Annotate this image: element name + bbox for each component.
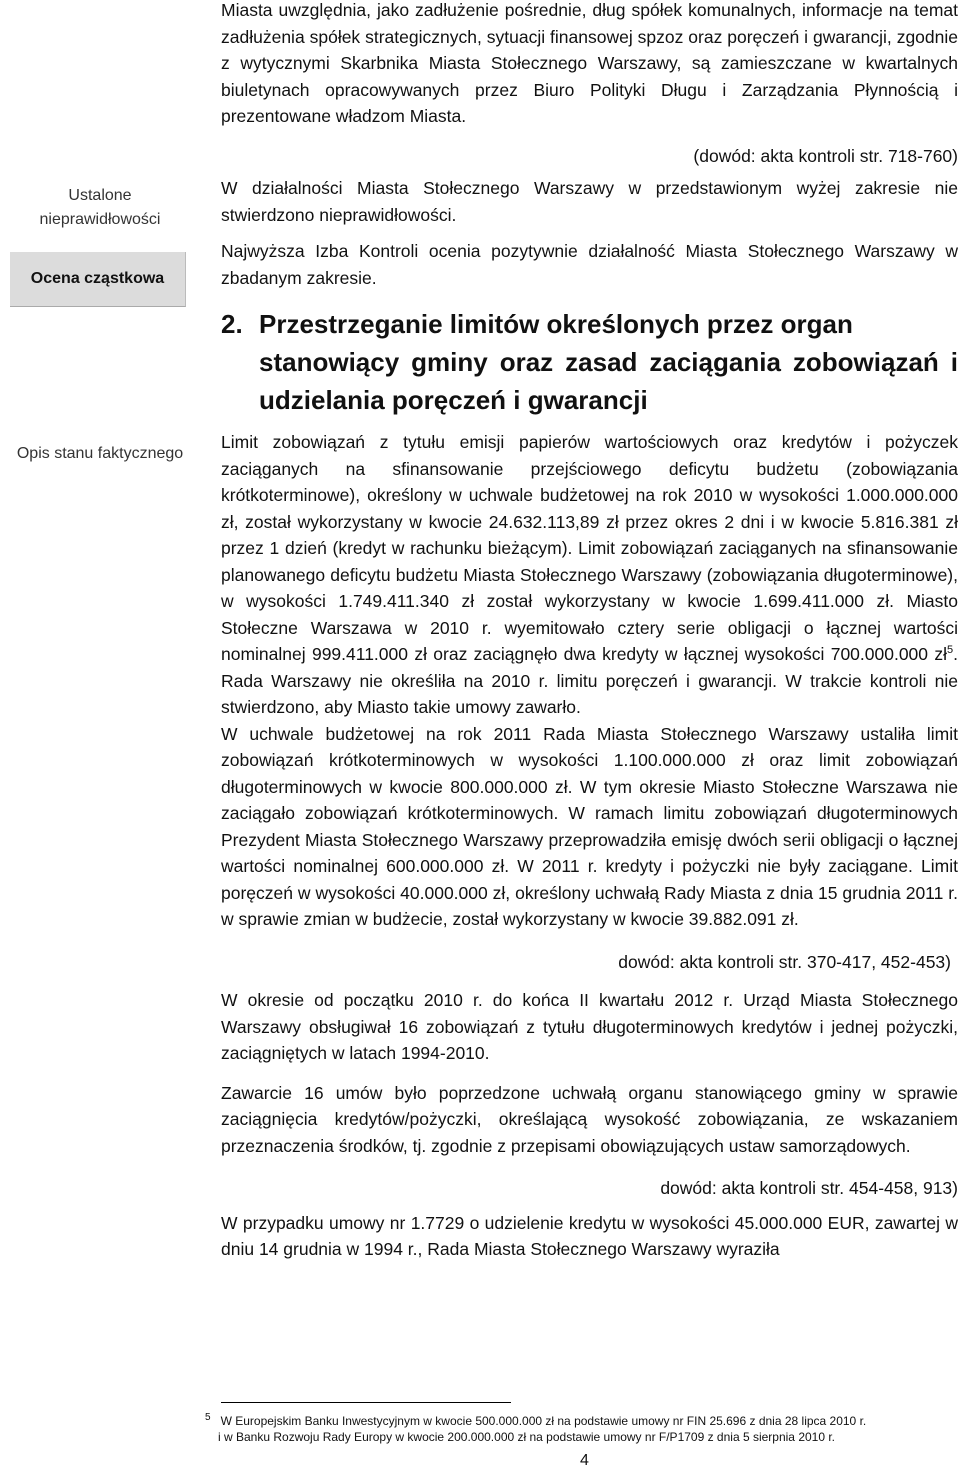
limits-2010-text: Limit zobowiązań z tytułu emisji papierów wartościowych oraz kredytów i pożyczek zaciąganych na sfinansowanie przejściowego deficytu budżetu (zobowiązania krótkoterminowe), określony w uchwale budżetowej na rok 2010 w wysokości 1.000.000.000 zł, został wykorzystany w kwocie 24.632.113,89 zł przez okres 2 dni i w kwocie 5.816.381 zł przez 1 dzień (kredyt w rachunku bieżącym). Limit zobowiązań zaciąganych na sfinansowanie planowanego deficytu budżetu Miasta Stołecznego Warszawy (zobowiązania długoterminowe), w wysokości 1.749.411.340 zł został wykorzystany w kwocie 1.699.411.000 zł. Miasto Stołeczne Warszawa w 2010 r. wyemitowało cztery serie obligacji o łącznej wartości nominalnej 999.411.000 zł oraz zaciągnęło dwa kredyty w łącznej wysokości 700.000.000 zł <box>221 432 958 664</box>
paragraph-contracts: Zawarcie 16 umów było poprzedzone uchwałą organu stanowiącego gminy w sprawie zaciągnięcia kredytów/pożyczki, określającą wysokość zobowiązania, ze wskazaniem przeznaczenia środków, tj. zgodnie z przepisami obowiązujących ustaw samorządowych. <box>221 1082 958 1156</box>
section-title-rest: stanowiący gminy oraz zasad zaciągania zobowiązań i udzielania poręczeń i gwarancji <box>259 347 958 415</box>
paragraph-loan-1994: W przypadku umowy nr 1.7729 o udzielenie kredytu w wysokości 45.000.000 EUR, zawartej w dniu 14 grudnia w 1994 r., Rada Miasta Stołecznego Warszawy wyraziła <box>221 1212 958 1259</box>
paragraph-limits-2010 <box>221 429 958 721</box>
left-margin-sidebar <box>0 0 205 1478</box>
evidence-note-2: dowód: akta kontroli str. 370-417, 452-453) <box>618 951 951 972</box>
section-heading <box>221 305 958 419</box>
section-title-line1: Przestrzeganie limitów określonych przez organ <box>259 309 853 339</box>
footnote-separator <box>221 1402 511 1403</box>
footnote <box>205 1413 960 1445</box>
label-ustalone-nieprawidlowosci: Ustalone nieprawidłowości <box>39 187 161 228</box>
main-text-column <box>221 0 958 1263</box>
page-number: 4 <box>580 1452 589 1469</box>
footnote-line-1 <box>205 1413 960 1429</box>
footnote-reference: 5 <box>947 644 954 657</box>
label-ocena-czastkowa <box>10 252 186 307</box>
footnote-text-1: W Europejskim Banku Inwestycyjnym w kwocie 500.000.000 zł na podstawie umowy nr FIN 25.696 z dnia 28 lipca 2010 r. <box>220 1414 867 1428</box>
paragraph-limits-2011: W uchwale budżetowej na rok 2011 Rada Miasta Stołecznego Warszawy ustaliła limit zobowiązań krótkoterminowych w wysokości 1.100.000.000 zł oraz limit zobowiązań długoterminowych w kwocie 800.000.000 zł. W tym okresie Miasto Stołeczne Warszawa nie zaciągało zobowiązań krótkoterminowych. W ramach limitu zobowiązań długoterminowych Prezydent Miasta Stołecznego Warszawy przeprowadziła emisję dwóch serii obligacji o łącznej wartości nominalnej 600.000.000 zł. W 2011 r. kredyty i pożyczki nie były zaciągane. Limit poręczeń w wysokości 40.000.000 zł, określony uchwałą Rady Miasta z dnia 15 grudnia 2011 r. w sprawie zmian w budżecie, został wykorzystany w kwocie 39.882.091 zł. <box>221 723 958 929</box>
footnote-line-2: i w Banku Rozwoju Rady Europy w kwocie 200.000.000 zł na podstawie umowy nr F/P1709 z dnia 5 sierpnia 2010 r. <box>218 1430 836 1444</box>
footnote-number: 5 <box>205 1412 211 1423</box>
label-opis-stanu-faktycznego: Opis stanu faktycznego <box>16 445 184 462</box>
paragraph-assessment: Najwyższa Izba Kontroli ocenia pozytywnie działalność Miasta Stołecznego Warszawy w zbadanym zakresie. <box>221 241 958 288</box>
section-number: 2. <box>221 309 243 339</box>
limits-2010-text-cont: . Rada Warszawy nie określiła na 2010 r. limitu poręczeń i gwarancji. W trakcie kontroli nie stwierdzono, aby Miasto takie umowy zawarło. <box>221 644 958 717</box>
evidence-note-3: dowód: akta kontroli str. 454-458, 913) <box>660 1178 958 1198</box>
paragraph-obligations-period: W okresie od początku 2010 r. do końca II kwartału 2012 r. Urząd Miasta Stołecznego Warszawy obsługiwał 16 zobowiązań z tytułu długoterminowych kredytów i jednej pożyczki, zaciągniętych w latach 1994-2010. <box>221 990 958 1063</box>
paragraph-irregularities: W działalności Miasta Stołecznego Warszawy w przedstawionym wyżej zakresie nie stwierdzono nieprawidłowości. <box>221 178 958 225</box>
evidence-note-1: (dowód: akta kontroli str. 718-760) <box>693 145 958 166</box>
ocena-text: Ocena cząstkowa <box>30 270 165 287</box>
paragraph-intro: Miasta uwzględnia, jako zadłużenie pośrednie, dług spółek komunalnych, informacje na temat zadłużenia spółek strategicznych, sytuacji finansowej spzoz oraz poręczeń i gwarancji, zgodnie z wytycznymi Skarbnika Miasta Stołecznego Warszawy, są zamieszczane w kwartalnych biuletynach opracowywanych przez Biuro Polityki Długu i Zarządzania Płynnością i prezentowane władzom Miasta. <box>221 0 958 126</box>
